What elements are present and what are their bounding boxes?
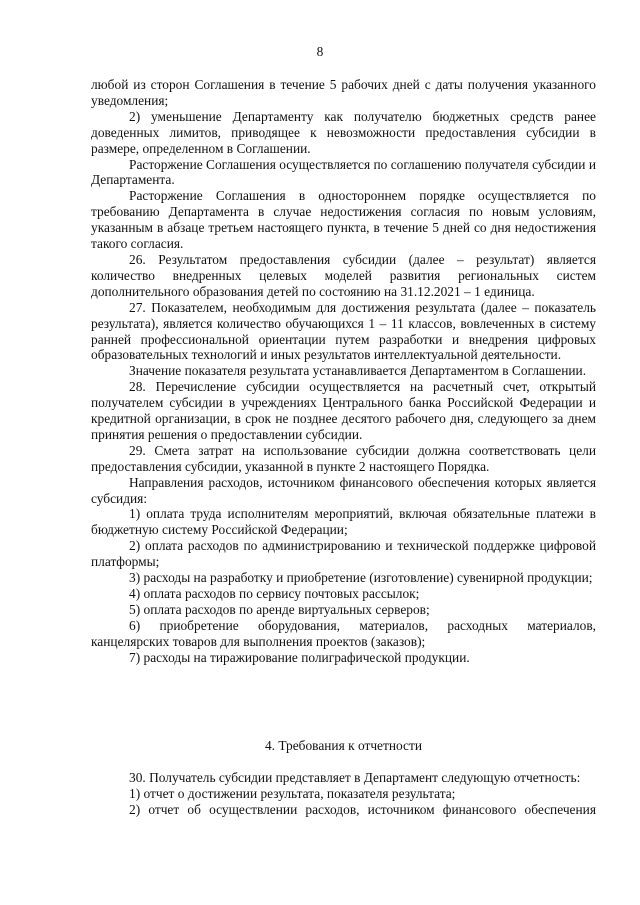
body-text-upper [91, 77, 596, 666]
list-item: 2) оплата расходов по администрированию и технической поддержке цифровой платформы; [91, 538, 596, 570]
paragraph: 27. Показателем, необходимым для достижения результата (далее – показатель результата), является количество обучающихся 1 – 11 классов, вовлеченных в систему ранней профессиональной ориентации путем разработки и внедрения цифровых образовательных технологий и иных результатов интеллектуальной деятельности. [91, 299, 596, 363]
section-heading: 4. Требования к отчетности [264, 738, 423, 753]
list-item: 7) расходы на тиражирование полиграфической продукции. [129, 649, 470, 665]
paragraph: 26. Результатом предоставления субсидии (далее – результат) является количество внедренных целевых моделей развития региональных систем дополнительного образования детей по состоянию на 31.12.2021 – 1 единица. [91, 251, 596, 299]
paragraph: Значение показателя результата устанавливается Департаментом в Соглашении. [129, 363, 587, 379]
list-item: 1) оплата труда исполнителям мероприятий, включая обязательные платежи в бюджетную систему Российской Федерации; [91, 506, 596, 538]
list-item: 1) отчет о достижении результата, показателя результата; [129, 785, 456, 801]
list-item: 6) приобретение оборудования, материалов, расходных материалов, канцелярских товаров для выполнения проектов (заказов); [91, 617, 596, 649]
paragraph: Расторжение Соглашения осуществляется по соглашению получателя субсидии и Департамента. [91, 156, 596, 188]
page-number: 8 [316, 44, 324, 59]
paragraph: 28. Перечисление субсидии осуществляется на расчетный счет, открытый получателем субсидии в учреждениях Центрального банка Российской Федерации и кредитной организации, в срок не позднее десятого рабочего дня, следующего за днем принятия решения о предоставлении субсидии. [91, 379, 596, 442]
paragraph: 29. Смета затрат на использование субсидии должна соответствовать цели предоставления субсидии, указанной в пункте 2 настоящего Порядка. [91, 442, 596, 474]
paragraph: Направления расходов, источником финансового обеспечения которых является субсидия: [91, 474, 596, 506]
body-text-lower [91, 770, 596, 818]
paragraph: 2) уменьшение Департаменту как получателю бюджетных средств ранее доведенных лимитов, приводящее к невозможности предоставления субсидии в размере, определенном в Соглашении. [91, 108, 596, 156]
paragraph: Расторжение Соглашения в одностороннем порядке осуществляется по требованию Департамента в случае недостижения согласия по новым условиям, указанным в абзаце третьем настоящего пункта, в течение 5 дней со дня недостижения такого согласия. [91, 188, 596, 252]
paragraph: 30. Получатель субсидии представляет в Департамент следующую отчетность: [129, 770, 581, 785]
list-item: 4) оплата расходов по сервису почтовых рассылок; [129, 586, 420, 601]
list-item: 5) оплата расходов по аренде виртуальных серверов; [129, 601, 430, 617]
paragraph: любой из сторон Соглашения в течение 5 рабочих дней с даты получения указанного уведомления; [91, 77, 596, 108]
list-item-continued: 2) отчет об осуществлении расходов, источником финансового обеспечения [129, 801, 596, 817]
list-item: 3) расходы на разработку и приобретение (изготовление) сувенирной продукции; [129, 570, 593, 586]
